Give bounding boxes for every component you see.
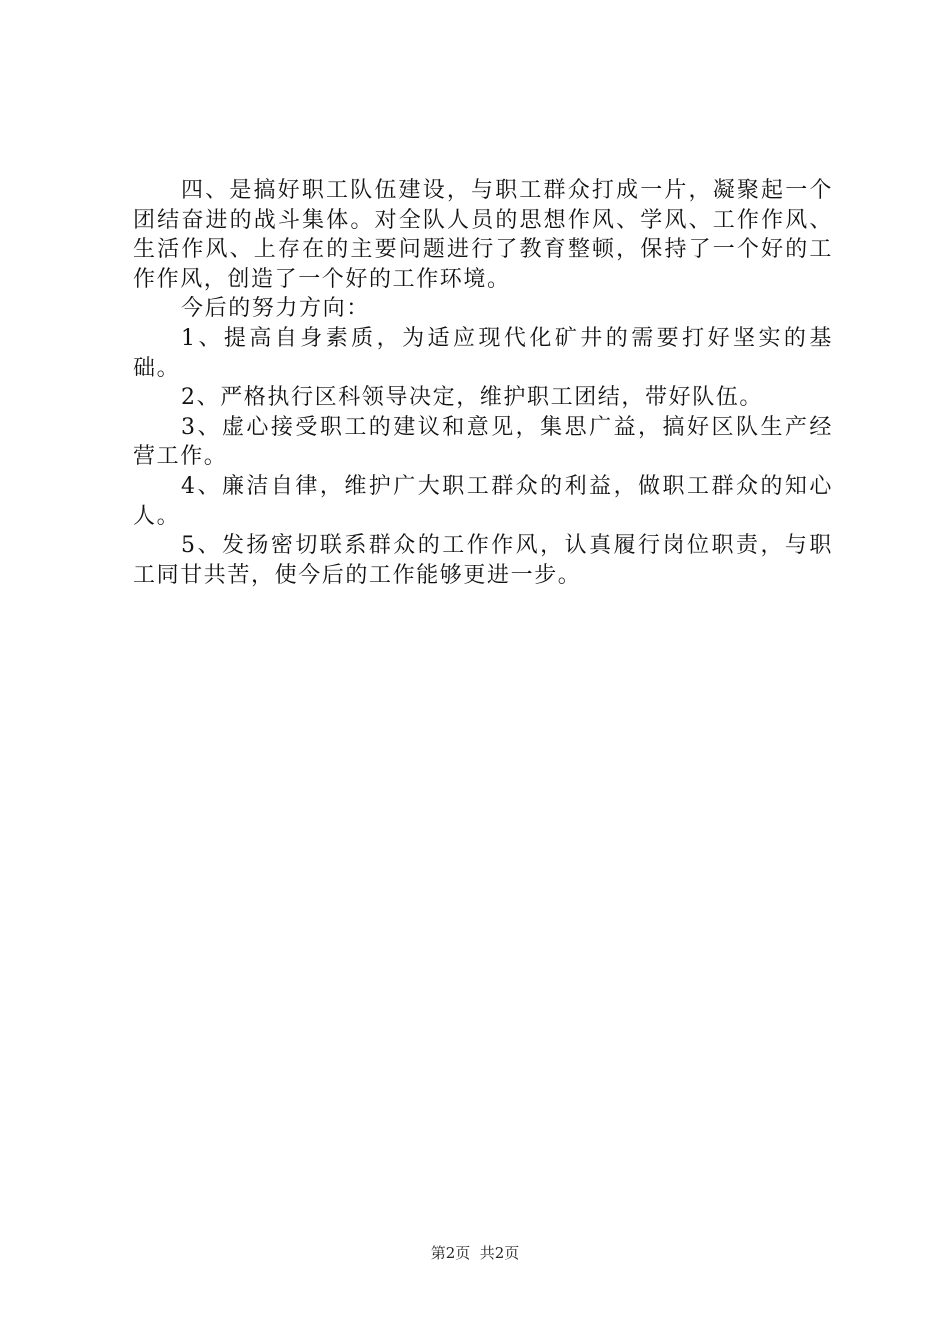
document-body <box>133 176 833 590</box>
paragraph-item-5: 5、发扬密切联系群众的工作作风，认真履行岗位职责，与职工同甘共苦，使今后的工作能够更进一步。 <box>133 533 833 588</box>
page-footer <box>0 1243 950 1263</box>
paragraph-future-direction-heading: 今后的努力方向： <box>181 296 370 322</box>
paragraph-item-2: 2、严格执行区科领导决定，维护职工团结，带好队伍。 <box>181 385 763 411</box>
paragraph-item-3: 3、虚心接受职工的建议和意见，集思广益，搞好区队生产经营工作。 <box>133 414 833 470</box>
paragraph-item-4: 4、廉洁自律，维护广大职工群众的利益，做职工群众的知心人。 <box>133 473 833 529</box>
paragraph-team-building: 四、是搞好职工队伍建设，与职工群众打成一片，凝聚起一个团结奋进的战斗集体。对全队人员的思想作风、学风、工作作风、生活作风、上存在的主要问题进行了教育整顿，保持了一个好的工作作风，创造了一个好的工作环境。 <box>133 178 833 292</box>
page-number-label: 第2页 共2页 <box>430 1244 520 1262</box>
paragraph-item-1: 1、提高自身素质，为适应现代化矿井的需要打好坚实的基础。 <box>133 325 833 381</box>
